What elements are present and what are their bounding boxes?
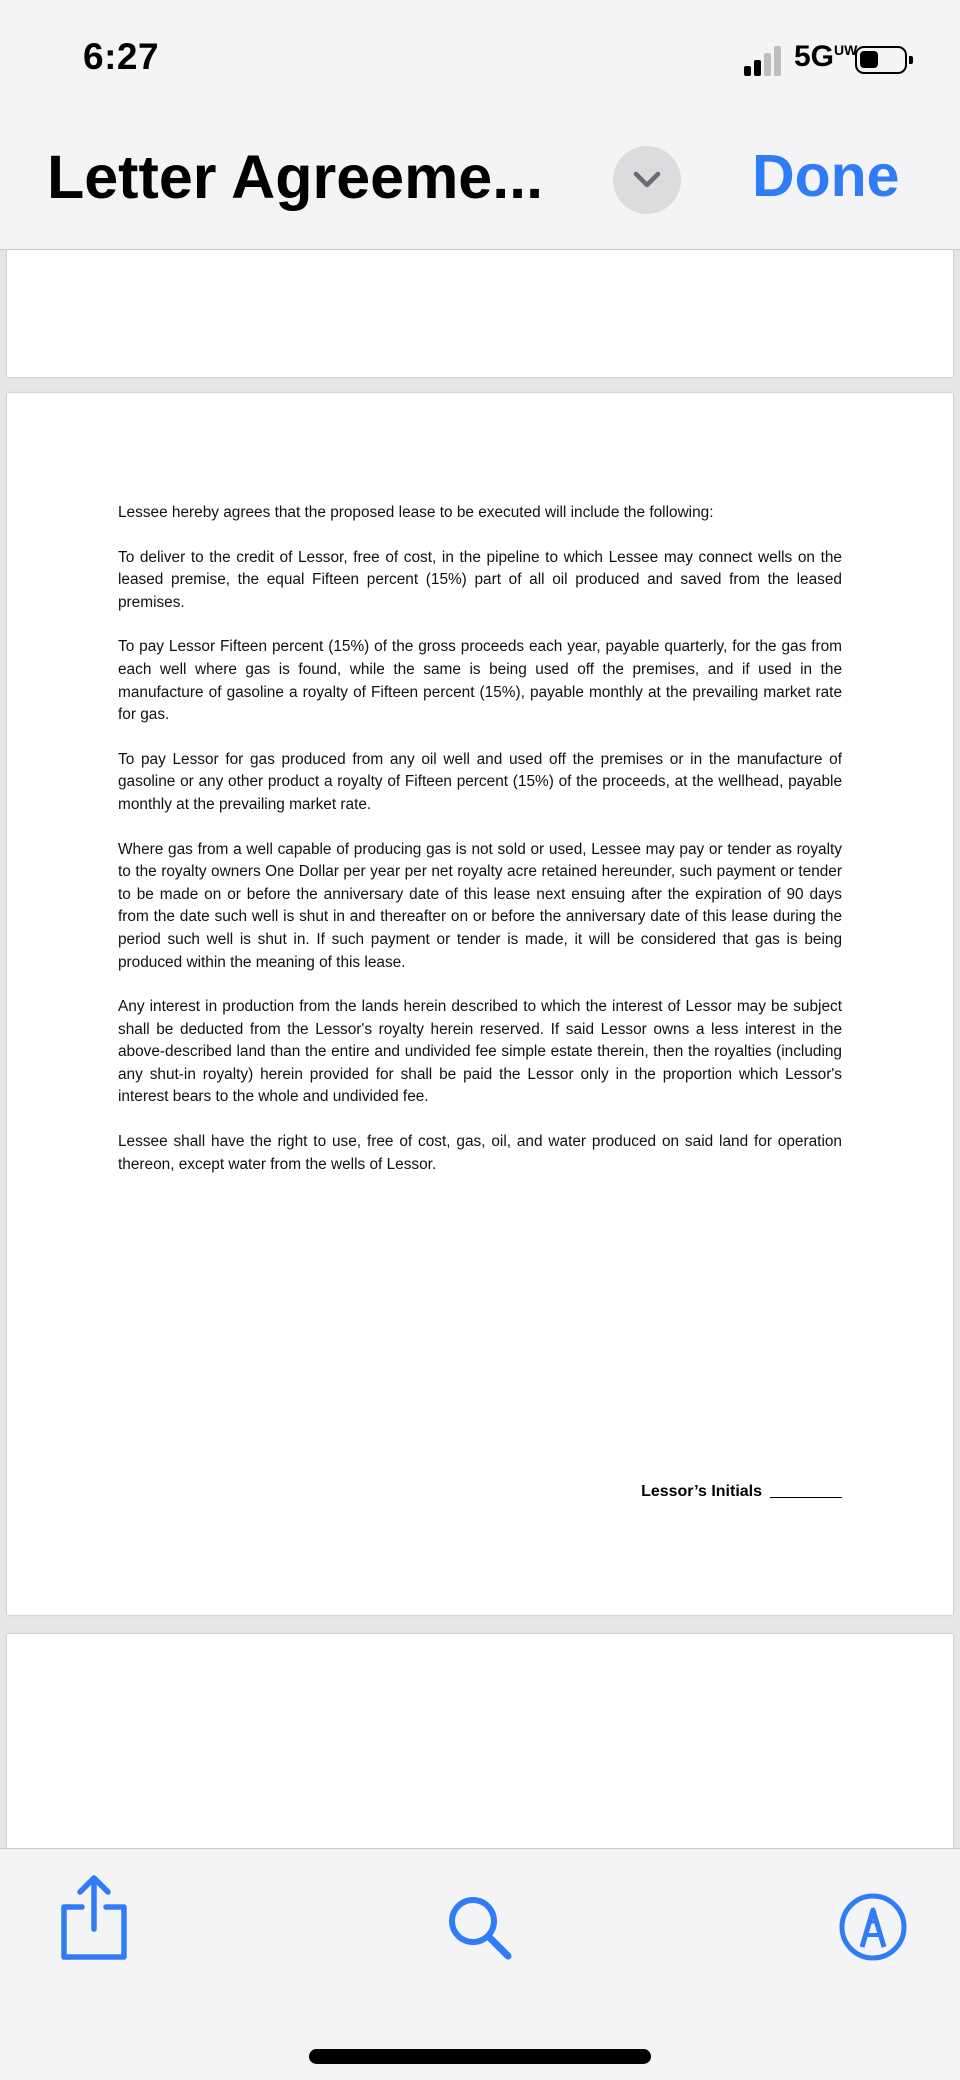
bottom-toolbar bbox=[0, 1848, 960, 2080]
status-time: 6:27 bbox=[83, 36, 160, 77]
navigation-bar bbox=[0, 0, 960, 250]
document-viewer[interactable] bbox=[0, 249, 960, 1848]
initials-label: Lessor’s Initials bbox=[641, 1483, 762, 1500]
document-title: Letter Agreeme... bbox=[47, 143, 544, 211]
lessor-initials-field bbox=[641, 1483, 842, 1501]
title-menu-button[interactable] bbox=[613, 146, 681, 214]
battery-icon bbox=[855, 46, 907, 74]
paragraph: Lessee shall have the right to use, free of cost, gas, oil, and water produced on said land for operation thereon, except water from the wells of Lessor. bbox=[118, 1133, 842, 1173]
share-icon[interactable] bbox=[56, 1871, 132, 1963]
paragraph: Any interest in production from the lands herein described to which the interest of Lessor may be subject shall be deducted from the Lessor's royalty herein reserved. If said Lessor owns a less interest in the above-described land than the entire and undivided fee simple estate therein, then the royalties (including any shut-in royalty) herein provided for shall be paid the Lessor only in the proportion which Lessor's interest bears to the whole and undivided fee. bbox=[118, 998, 842, 1106]
paragraph: Lessee hereby agrees that the proposed lease to be executed will include the following: bbox=[118, 504, 714, 521]
done-button[interactable]: Done bbox=[752, 143, 900, 209]
paragraph: To pay Lessor Fifteen percent (15%) of the gross proceeds each year, payable quarterly, for the gas from each well where gas is found, while the same is being used off the premises, and if used in the manufacture of gasoline a royalty of Fifteen percent (15%), payable monthly at the prevailing market rate for gas. bbox=[118, 638, 842, 724]
network-indicator bbox=[794, 40, 857, 74]
network-band: UW bbox=[834, 42, 858, 58]
paragraph: Where gas from a well capable of producing gas is not sold or used, Lessee may pay or tender as royalty to the royalty owners One Dollar per year per net royalty acre retained hereunder, such payment or tender to be made on or before the anniversary date of this lease next ensuing after the expiration of 90 days from the date such well is shut in and thereafter on or before the anniversary date of this lease during the period such well is shut in. If such payment or tender is made, it will be considered that gas is being produced within the meaning of this lease. bbox=[118, 840, 842, 971]
network-type: 5G bbox=[794, 40, 835, 73]
paragraph: To deliver to the credit of Lessor, free of cost, in the pipeline to which Lessee may connect wells on the leased premise, the equal Fifteen percent (15%) part of all oil produced and saved from the leased premises. bbox=[118, 548, 842, 611]
page-content bbox=[118, 502, 842, 1198]
chevron-down-icon bbox=[632, 170, 662, 190]
markup-icon[interactable] bbox=[838, 1892, 908, 1962]
home-indicator bbox=[309, 2049, 651, 2064]
search-icon[interactable] bbox=[444, 1892, 516, 1964]
paragraph: To pay Lessor for gas produced from any oil well and used off the premises or in the manufacture of gasoline or any other product a royalty of Fifteen percent (15%) of the proceeds, at the wellhead, payable monthly at the prevailing market rate. bbox=[118, 750, 842, 813]
current-page bbox=[7, 393, 953, 1615]
cellular-signal-icon bbox=[744, 46, 784, 76]
